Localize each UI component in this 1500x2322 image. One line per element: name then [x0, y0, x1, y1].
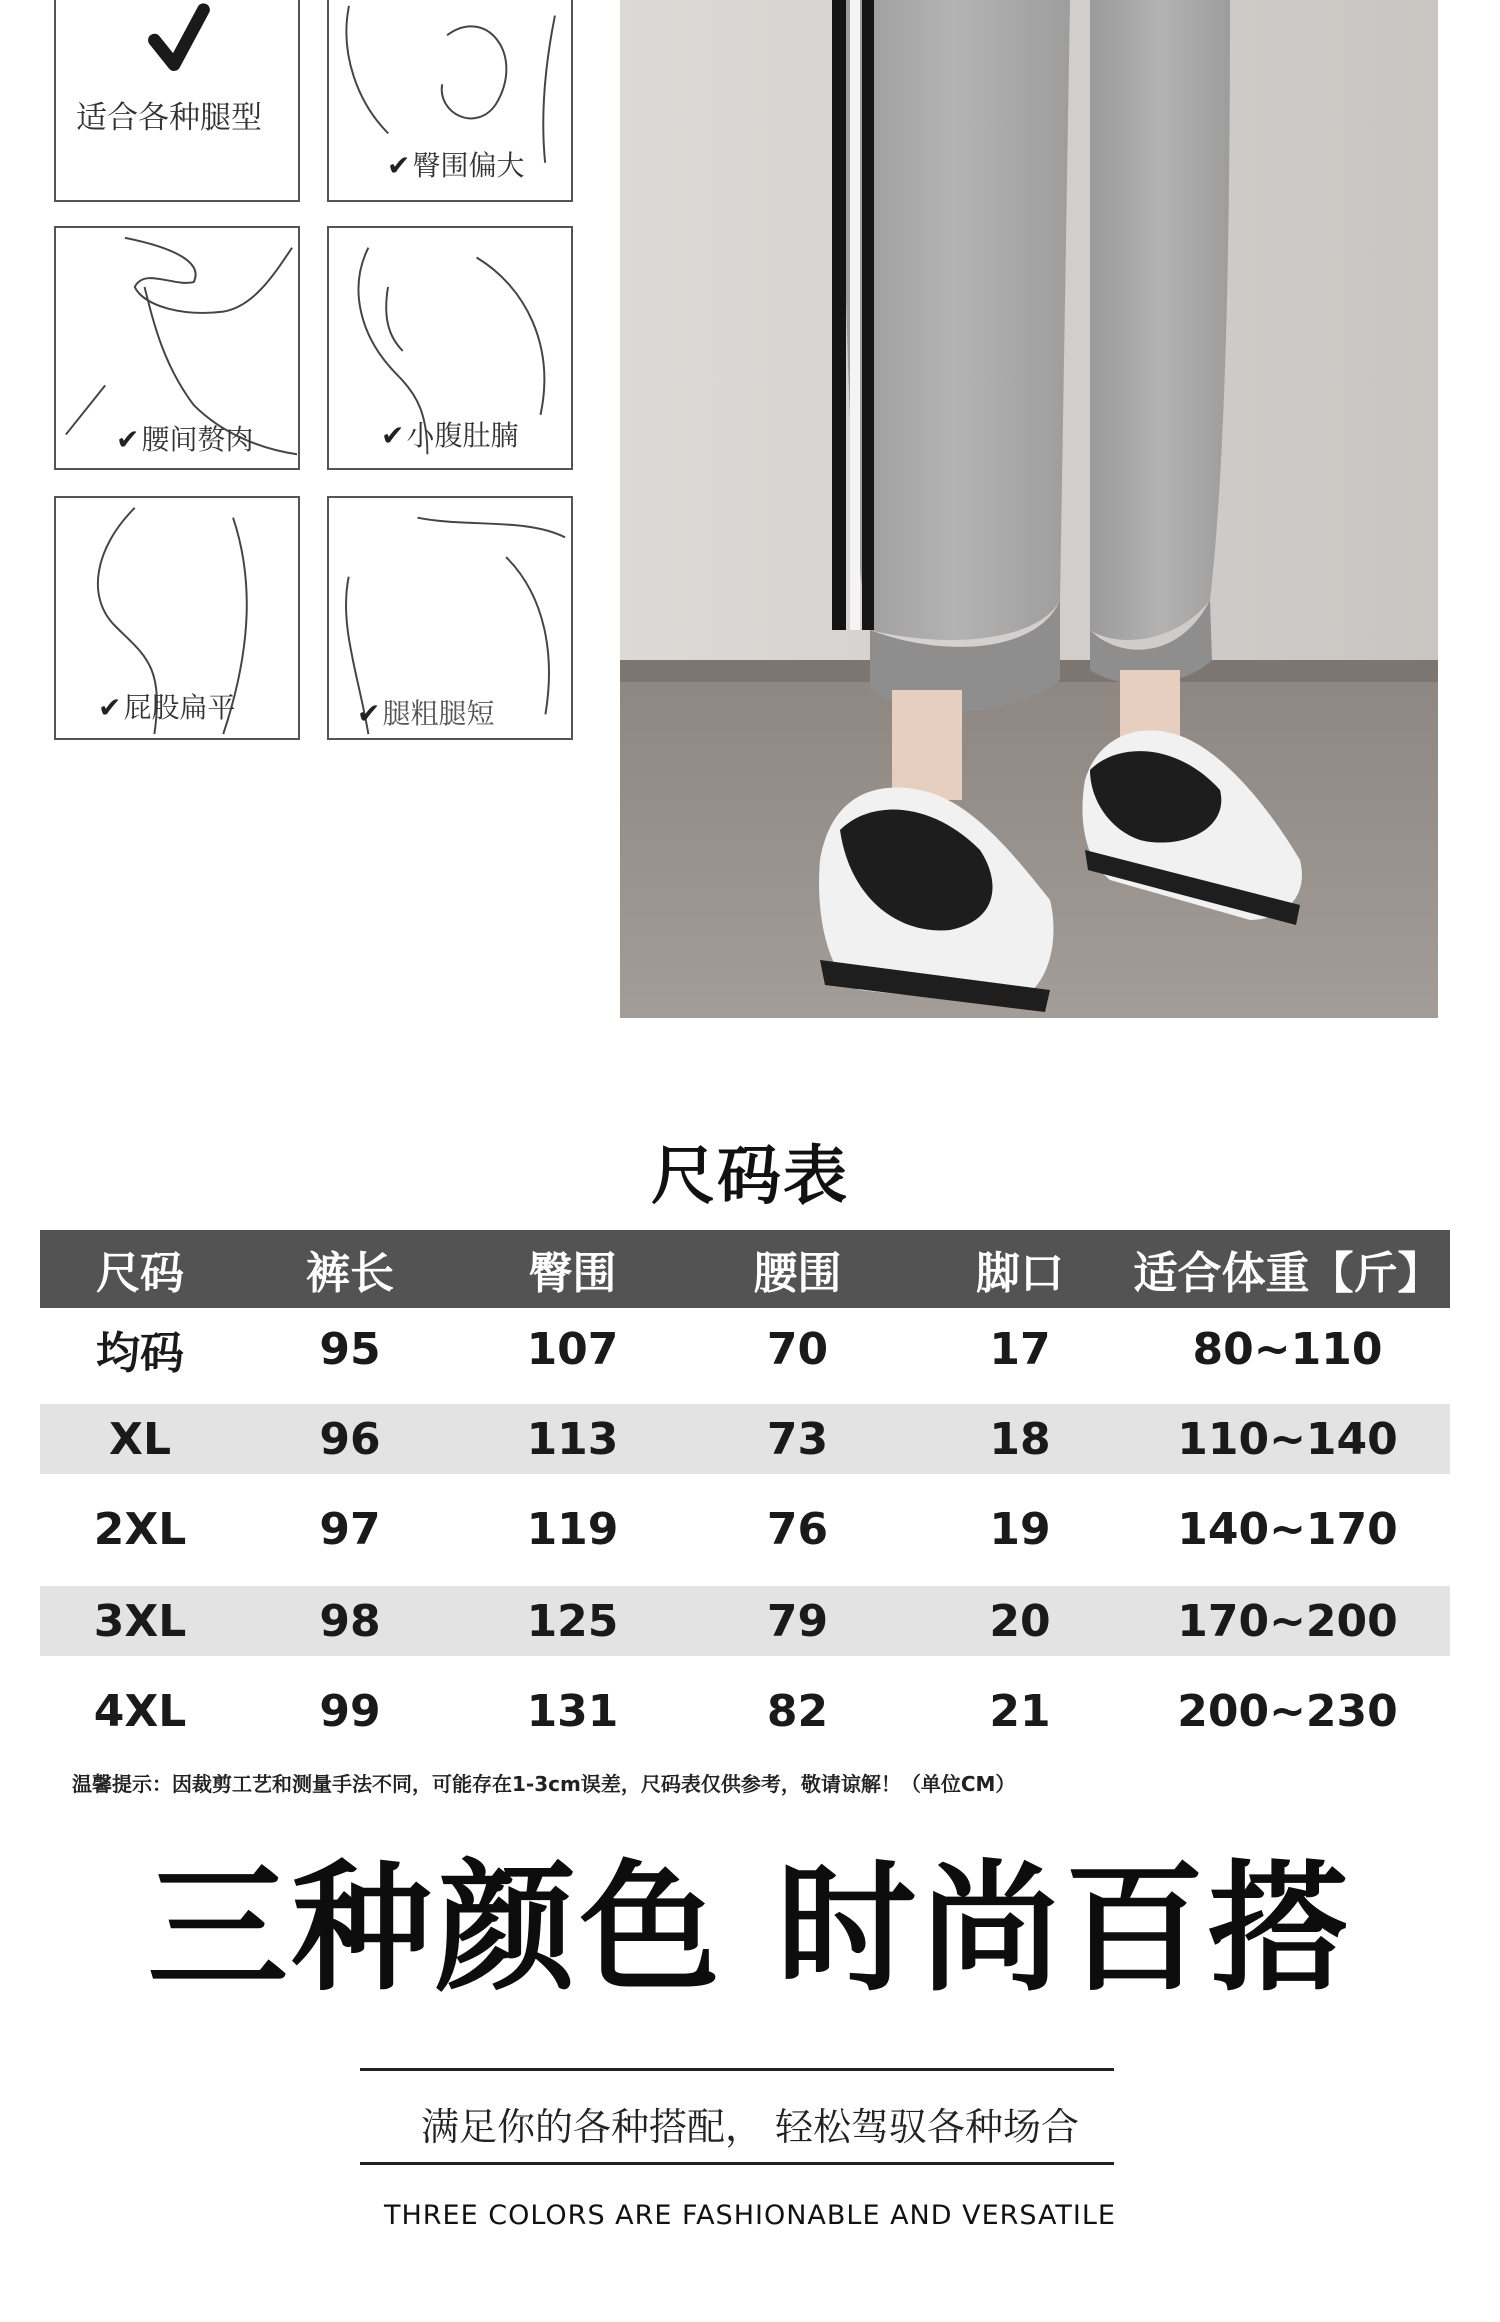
table-cell: 3XL [93, 1595, 187, 1647]
header-cell: 适合体重【斤】 [1133, 1248, 1442, 1299]
table-cell: 131 [526, 1685, 619, 1737]
header-cell: 裤长 [306, 1248, 394, 1299]
divider-top [360, 2068, 1114, 2071]
pants-sneakers-photo [620, 0, 1438, 1018]
table-cell: 18 [989, 1413, 1051, 1465]
check-icon: ✔ [98, 691, 122, 724]
leg-type-label: ✔腰间赘肉 [116, 423, 254, 456]
leg-type-card-flat [54, 496, 300, 740]
header-cell: 腰围 [753, 1248, 842, 1299]
header-cell: 脚口 [976, 1248, 1064, 1299]
table-cell: 均码 [96, 1328, 184, 1379]
leg-type-label: ✔臀围偏大 [387, 149, 525, 182]
table-cell: 96 [319, 1413, 381, 1465]
product-photo [620, 0, 1438, 1018]
leg-type-label: 适合各种腿型 [76, 100, 262, 136]
table-cell: XL [109, 1413, 171, 1465]
leg-type-card-thigh [327, 496, 573, 740]
table-cell: 107 [526, 1323, 619, 1375]
size-chart-note: 温馨提示：因裁剪工艺和测量手法不同，可能存在1-3cm误差，尺码表仅供参考，敬请谅解！（单位CM） [72, 1772, 1016, 1796]
leg-type-card-waist [54, 226, 300, 470]
check-icon: ✔ [387, 149, 411, 182]
table-cell: 17 [989, 1323, 1051, 1375]
header-cell: 尺码 [96, 1248, 184, 1299]
subtitle-chinese: 满足你的各种搭配， 轻松驾驭各种场合 [420, 2105, 1080, 2149]
table-cell: 98 [319, 1595, 381, 1647]
table-cell: 21 [989, 1685, 1051, 1737]
table-cell: 95 [319, 1323, 381, 1375]
table-cell: 19 [989, 1503, 1051, 1555]
table-header-row [40, 1230, 1450, 1308]
table-cell: 82 [766, 1685, 829, 1737]
table-cell: 110~140 [1177, 1413, 1398, 1465]
table-cell: 2XL [93, 1503, 187, 1555]
slogan-heading: 三种颜色 时尚百搭 [147, 1848, 1353, 2011]
table-cell: 125 [526, 1595, 619, 1647]
table-cell: 140~170 [1177, 1503, 1398, 1555]
leg-type-card-all [54, 0, 300, 202]
divider-bottom [360, 2162, 1114, 2165]
leg-type-grid [52, 0, 582, 745]
table-cell: 76 [766, 1503, 829, 1555]
table-row [40, 1494, 1450, 1564]
table-cell: 20 [989, 1595, 1051, 1647]
leg-type-card-hip [327, 0, 573, 202]
table-cell: 113 [526, 1413, 619, 1465]
table-row [40, 1586, 1450, 1656]
table-cell: 200~230 [1177, 1685, 1398, 1737]
check-icon: ✔ [381, 419, 405, 452]
table-cell: 99 [319, 1685, 381, 1737]
table-cell: 4XL [93, 1685, 187, 1737]
header-cell: 臀围 [528, 1248, 617, 1299]
table-cell: 80~110 [1192, 1323, 1383, 1375]
table-cell: 97 [319, 1503, 381, 1555]
table-cell: 70 [766, 1323, 829, 1375]
table-cell: 119 [526, 1503, 619, 1555]
table-row [40, 1404, 1450, 1474]
check-icon: ✔ [357, 697, 381, 730]
leg-type-label: ✔屁股扁平 [98, 691, 236, 724]
leg-type-label: ✔腿粗腿短 [357, 697, 495, 730]
table-cell: 170~200 [1177, 1595, 1398, 1647]
check-icon: ✔ [116, 423, 140, 456]
size-chart-title: 尺码表 [651, 1140, 849, 1214]
subtitle-english: THREE COLORS ARE FASHIONABLE AND VERSATILE [383, 2200, 1116, 2231]
table-row [40, 1314, 1450, 1384]
leg-type-card-belly [327, 226, 573, 470]
leg-type-label: ✔小腹肚腩 [381, 419, 519, 452]
table-row [40, 1676, 1450, 1746]
table-cell: 79 [766, 1595, 829, 1647]
table-cell: 73 [766, 1413, 829, 1465]
